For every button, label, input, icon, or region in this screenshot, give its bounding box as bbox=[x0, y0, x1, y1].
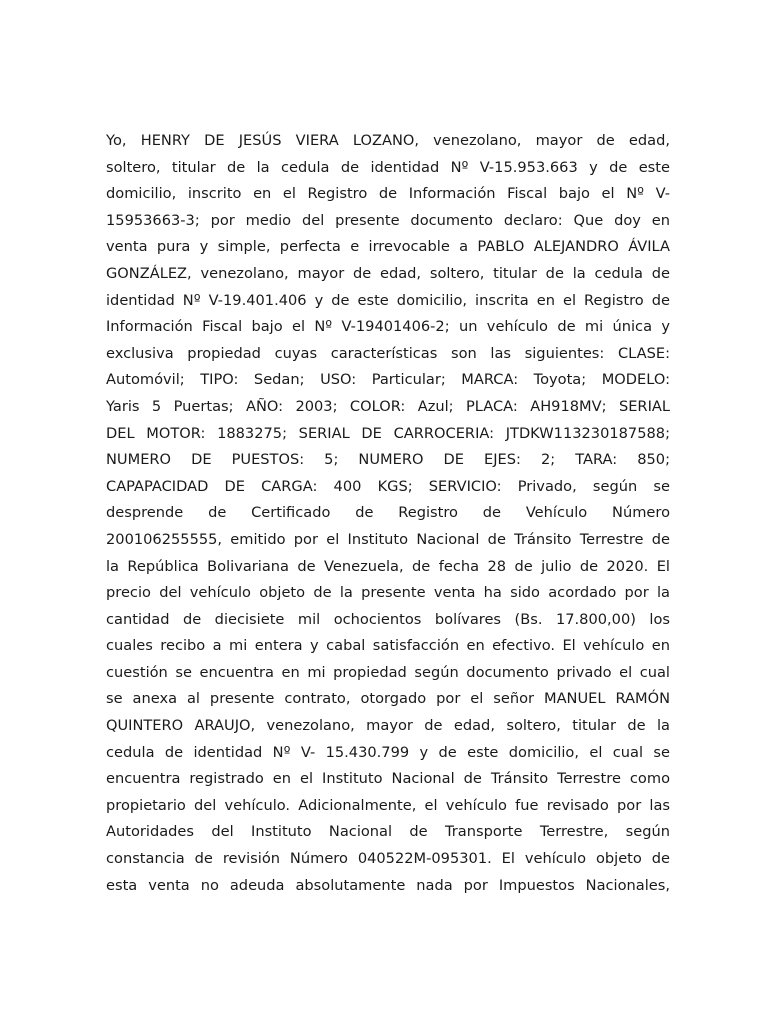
document-line: propietario del vehículo. Adicionalmente, el vehículo fue revisado por las bbox=[106, 796, 670, 814]
document-line: desprende de Certificado de Registro de Vehículo Número bbox=[106, 504, 670, 522]
document-line: Yo, HENRY DE JESÚS VIERA LOZANO, venezolano, mayor de edad, bbox=[106, 132, 670, 149]
document-line: cuales recibo a mi entera y cabal satisfacción en efectivo. El vehículo en bbox=[106, 637, 670, 655]
document-line: Autoridades del Instituto Nacional de Transporte Terrestre, según bbox=[106, 823, 670, 841]
document-line: Información Fiscal bajo el Nº V-19401406-2; un vehículo de mi única y bbox=[106, 318, 670, 336]
document-line: soltero, titular de la cedula de identidad Nº V-15.953.663 y de este bbox=[106, 158, 670, 176]
document-line: esta venta no adeuda absolutamente nada por Impuestos Nacionales, bbox=[106, 876, 670, 894]
document-line: CAPAPACIDAD DE CARGA: 400 KGS; SERVICIO: Privado, según se bbox=[106, 477, 670, 495]
document-line: encuentra registrado en el Instituto Nacional de Tránsito Terrestre como bbox=[106, 770, 670, 788]
document-line: GONZÁLEZ, venezolano, mayor de edad, soltero, titular de la cedula de bbox=[106, 264, 670, 282]
document-line: Automóvil; TIPO: Sedan; USO: Particular; MARCA: Toyota; MODELO: bbox=[106, 371, 670, 389]
document-line: domicilio, inscrito en el Registro de Información Fiscal bajo el Nº V- bbox=[106, 185, 670, 203]
document-line: 200106255555, emitido por el Instituto Nacional de Tránsito Terrestre de bbox=[106, 530, 670, 548]
document-line: 15953663-3; por medio del presente documento declaro: Que doy en bbox=[106, 211, 670, 229]
document-line: la República Bolivariana de Venezuela, de fecha 28 de julio de 2020. El bbox=[106, 557, 670, 575]
document-line: venta pura y simple, perfecta e irrevocable a PABLO ALEJANDRO ÁVILA bbox=[106, 238, 670, 256]
document-line: QUINTERO ARAUJO, venezolano, mayor de edad, soltero, titular de la bbox=[106, 717, 670, 735]
document-line: NUMERO DE PUESTOS: 5; NUMERO DE EJES: 2; TARA: 850; bbox=[106, 451, 670, 469]
document-line: cantidad de diecisiete mil ochocientos bolívares (Bs. 17.800,00) los bbox=[106, 610, 670, 628]
document-body bbox=[106, 128, 670, 899]
document-line: identidad Nº V-19.401.406 y de este domicilio, inscrita en el Registro de bbox=[106, 291, 670, 309]
document-line: se anexa al presente contrato, otorgado por el señor MANUEL RAMÓN bbox=[106, 690, 670, 708]
document-line: DEL MOTOR: 1883275; SERIAL DE CARROCERIA: JTDKW113230187588; bbox=[106, 424, 670, 442]
document-line: cuestión se encuentra en mi propiedad según documento privado el cual bbox=[106, 663, 670, 681]
document-line: Yaris 5 Puertas; AÑO: 2003; COLOR: Azul; PLACA: AH918MV; SERIAL bbox=[106, 397, 670, 415]
document-line: exclusiva propiedad cuyas características son las siguientes: CLASE: bbox=[106, 344, 670, 362]
document-line: cedula de identidad Nº V- 15.430.799 y de este domicilio, el cual se bbox=[106, 743, 670, 761]
document-line: constancia de revisión Número 040522M-095301. El vehículo objeto de bbox=[106, 850, 670, 868]
document-line: precio del vehículo objeto de la presente venta ha sido acordado por la bbox=[106, 584, 670, 602]
